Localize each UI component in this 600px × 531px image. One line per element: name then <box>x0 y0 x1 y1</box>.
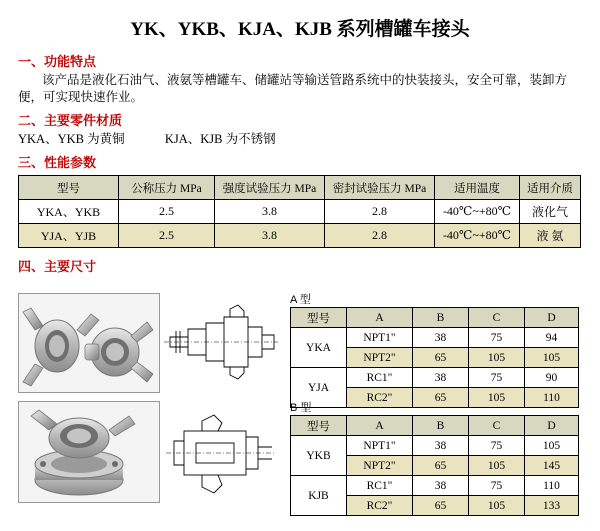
dim-b-model-1: KJB <box>291 476 347 516</box>
technical-drawing-type-b <box>162 401 280 501</box>
perf-r0-c2: 3.8 <box>215 200 325 224</box>
material-line-right: KJA、KJB 为不锈钢 <box>164 132 276 146</box>
dim-a-model-1: YJA <box>291 368 347 408</box>
dim-b-r2-c2: 38 <box>413 476 469 496</box>
perf-r0-c0: YKA、YKB <box>19 200 119 224</box>
dim-b-col-4: D <box>525 416 579 436</box>
dim-a-r2-c1: RC1" <box>347 368 413 388</box>
dim-a-r2-c4: 90 <box>525 368 579 388</box>
type-b-label: B 型 <box>290 402 312 414</box>
table-row <box>19 200 581 224</box>
dimensions-area <box>0 283 600 531</box>
dim-b-r3-c2: 65 <box>413 496 469 516</box>
dim-a-r3-c1: RC2" <box>347 388 413 408</box>
dim-b-col-3: C <box>469 416 525 436</box>
dim-a-col-2: B <box>413 308 469 328</box>
dim-b-r2-c4: 110 <box>525 476 579 496</box>
section-heading-features: 一、功能特点 <box>18 54 97 69</box>
dim-b-r0-c3: 75 <box>469 436 525 456</box>
product-photo-type-a <box>18 293 160 393</box>
dim-a-r0-c3: 75 <box>469 328 525 348</box>
perf-r0-c1: 2.5 <box>119 200 215 224</box>
section-heading-dimensions: 四、主要尺寸 <box>18 259 97 274</box>
dimension-table-a <box>290 307 579 408</box>
dim-b-r3-c1: RC2" <box>347 496 413 516</box>
table-row <box>291 368 579 388</box>
dim-b-r2-c1: RC1" <box>347 476 413 496</box>
technical-drawing-type-a <box>162 293 280 391</box>
dim-b-header-row <box>291 416 579 436</box>
dim-b-r1-c4: 145 <box>525 456 579 476</box>
features-paragraph: 该产品是液化石油气、液氨等槽罐车、储罐站等输送管路系统中的快装接头，安全可靠，装卸方便，可实现快速作业。 <box>18 73 568 104</box>
perf-r1-c4: -40℃~+80℃ <box>435 224 520 248</box>
table-row <box>19 224 581 248</box>
dim-a-col-4: D <box>525 308 579 328</box>
dim-a-header-row <box>291 308 579 328</box>
table-row <box>291 476 579 496</box>
perf-r1-c0: YJA、YJB <box>19 224 119 248</box>
dim-b-r2-c3: 75 <box>469 476 525 496</box>
dim-a-r3-c3: 105 <box>469 388 525 408</box>
perf-r0-c4: -40℃~+80℃ <box>435 200 520 224</box>
dim-a-r1-c4: 105 <box>525 348 579 368</box>
perf-r1-c3: 2.8 <box>325 224 435 248</box>
section-heading-performance: 三、性能参数 <box>18 155 97 170</box>
dim-a-r2-c3: 75 <box>469 368 525 388</box>
dim-b-col-0: 型号 <box>291 416 347 436</box>
dim-a-r1-c3: 105 <box>469 348 525 368</box>
type-a-label: A 型 <box>290 294 311 306</box>
dim-a-r1-c2: 65 <box>413 348 469 368</box>
perf-col-2: 强度试验压力 MPa <box>215 176 325 200</box>
dim-b-col-1: A <box>347 416 413 436</box>
dim-b-r0-c4: 105 <box>525 436 579 456</box>
material-line-left: YKA、YKB 为黄铜 <box>18 132 125 146</box>
perf-r1-c1: 2.5 <box>119 224 215 248</box>
dim-b-model-0: YKB <box>291 436 347 476</box>
dim-b-r3-c3: 105 <box>469 496 525 516</box>
perf-col-4: 适用温度 <box>435 176 520 200</box>
perf-col-1: 公称压力 MPa <box>119 176 215 200</box>
product-photo-type-b <box>18 401 160 503</box>
dim-a-r0-c1: NPT1" <box>347 328 413 348</box>
dim-b-r1-c1: NPT2" <box>347 456 413 476</box>
table-row <box>291 436 579 456</box>
perf-r0-c5: 液化气 <box>520 200 581 224</box>
perf-r1-c5: 液 氨 <box>520 224 581 248</box>
perf-col-0: 型号 <box>19 176 119 200</box>
dimension-table-b <box>290 415 579 516</box>
dim-b-r1-c2: 65 <box>413 456 469 476</box>
perf-r0-c3: 2.8 <box>325 200 435 224</box>
dim-a-r1-c1: NPT2" <box>347 348 413 368</box>
table-row <box>291 328 579 348</box>
dim-b-r0-c1: NPT1" <box>347 436 413 456</box>
dim-a-model-0: YKA <box>291 328 347 368</box>
dim-a-col-3: C <box>469 308 525 328</box>
dim-a-r3-c2: 65 <box>413 388 469 408</box>
dim-a-col-1: A <box>347 308 413 328</box>
section-heading-material: 二、主要零件材质 <box>18 113 123 128</box>
dim-b-r3-c4: 133 <box>525 496 579 516</box>
dim-b-r1-c3: 105 <box>469 456 525 476</box>
page-title: YK、YKB、KJA、KJB 系列槽罐车接头 <box>130 19 470 40</box>
perf-r1-c2: 3.8 <box>215 224 325 248</box>
perf-col-5: 适用介质 <box>520 176 581 200</box>
dim-a-col-0: 型号 <box>291 308 347 328</box>
dim-a-r0-c2: 38 <box>413 328 469 348</box>
dim-a-r3-c4: 110 <box>525 388 579 408</box>
performance-table <box>18 175 581 248</box>
dim-b-r0-c2: 38 <box>413 436 469 456</box>
perf-col-3: 密封试验压力 MPa <box>325 176 435 200</box>
material-line <box>18 131 600 148</box>
dim-a-r2-c2: 38 <box>413 368 469 388</box>
performance-table-header-row <box>19 176 581 200</box>
dim-a-r0-c4: 94 <box>525 328 579 348</box>
dim-b-col-2: B <box>413 416 469 436</box>
